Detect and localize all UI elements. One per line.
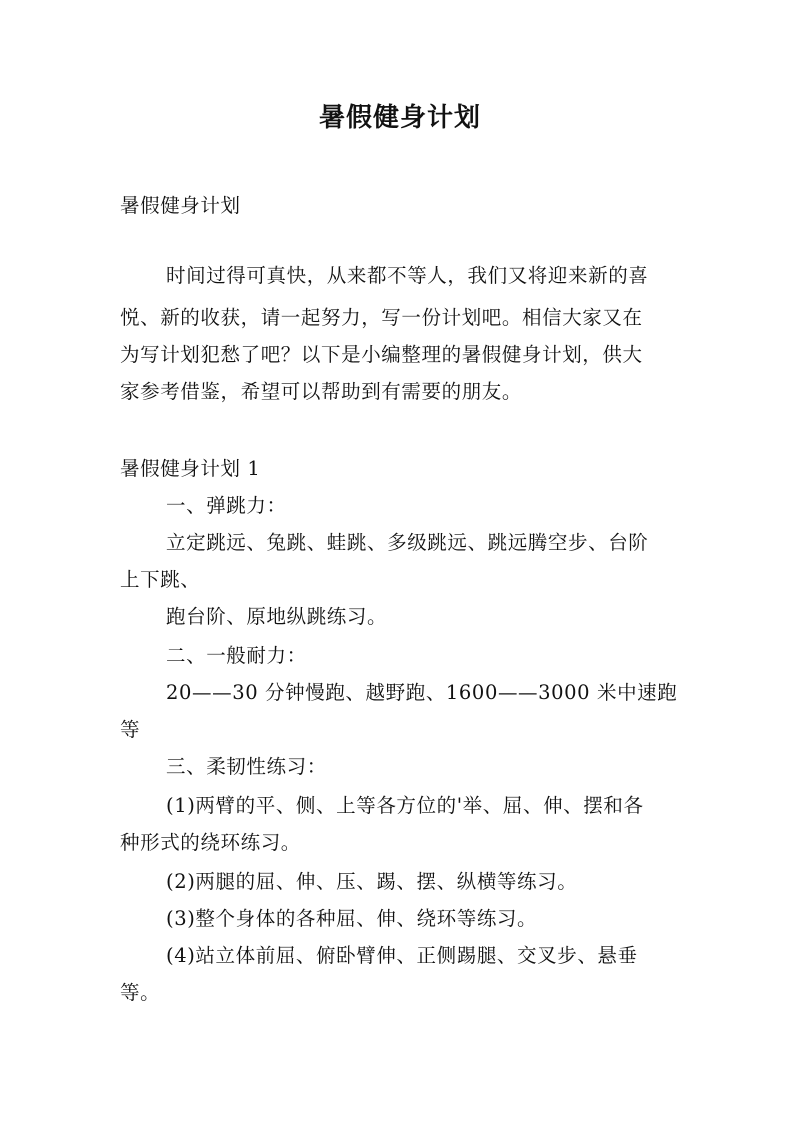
intro-line-3: 为写计划犯愁了吧？以下是小编整理的暑假健身计划，供大 bbox=[120, 343, 643, 366]
body-line-6: 20——30 分钟慢跑、越野跑、1600——3000 米中速跑 bbox=[166, 681, 678, 704]
body-line-11: (2)两腿的屈、伸、压、踢、摆、纵横等练习。 bbox=[166, 870, 578, 893]
body-line-12: (3)整个身体的各种屈、伸、绕环等练习。 bbox=[166, 907, 538, 930]
section-heading: 暑假健身计划 1 bbox=[120, 457, 261, 480]
body-line-4: 跑台阶、原地纵跳练习。 bbox=[166, 605, 388, 628]
document-title: 暑假健身计划 bbox=[318, 103, 481, 133]
body-line-2: 立定跳远、兔跳、蛙跳、多级跳远、跳远腾空步、台阶 bbox=[166, 531, 649, 554]
intro-line-2: 悦、新的收获，请一起努力，写一份计划吧。相信大家又在 bbox=[120, 306, 643, 329]
intro-line-1: 时间过得可真快，从来都不等人，我们又将迎来新的喜 bbox=[166, 264, 649, 287]
body-line-10: 种形式的绕环练习。 bbox=[120, 831, 301, 854]
intro-line-4: 家参考借鉴，希望可以帮助到有需要的朋友。 bbox=[120, 380, 523, 403]
subtitle: 暑假健身计划 bbox=[120, 194, 241, 217]
body-line-9: (1)两臂的平、侧、上等各方位的'举、屈、伸、摆和各 bbox=[166, 794, 644, 817]
body-line-7: 等 bbox=[120, 718, 141, 741]
body-line-3: 上下跳、 bbox=[120, 568, 201, 591]
body-line-14: 等。 bbox=[120, 981, 161, 1004]
body-line-1: 一、弹跳力： bbox=[166, 494, 287, 517]
body-line-13: (4)站立体前屈、俯卧臂伸、正侧踢腿、交叉步、悬垂 bbox=[166, 944, 638, 967]
body-line-8: 三、柔韧性练习： bbox=[166, 755, 327, 778]
body-line-5: 二、一般耐力： bbox=[166, 644, 307, 667]
